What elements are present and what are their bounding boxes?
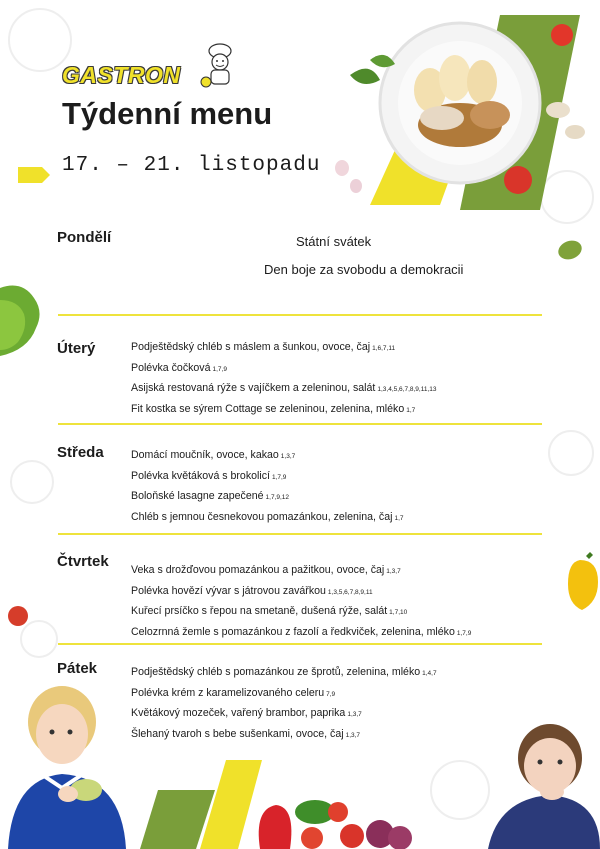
section-divider [58,643,542,645]
brand-logo-text: GASTRON [62,62,181,88]
page-title: Týdenní menu [62,96,273,131]
basil-leaf [370,55,395,67]
section-divider [58,423,542,425]
menu-item [131,684,437,705]
meat [420,106,464,130]
yellow-pepper-icon [566,552,600,612]
tomato-icon [6,604,30,628]
menu-item-text: Domácí moučník, ovoce, kakao [131,449,279,461]
child-photo-right [478,720,600,849]
menu-item-text: Podještědský chléb s pomazánkou ze šprotů, zelenina, mléko [131,666,421,678]
allergen-codes: 1,7,9 [212,365,227,373]
mushroom [546,102,570,118]
garlic [335,160,349,176]
garlic [350,179,362,193]
dumpling [439,55,471,101]
menu-item [131,704,437,725]
menu-item [131,663,437,684]
footer-decoration [120,760,420,849]
allergen-codes: 1,3,4,5,6,7,8,9,11,13 [377,386,437,393]
menu-list-thursday [131,561,471,643]
header-decoration [330,0,600,210]
menu-item-text: Polévka hovězí vývar s játrovou zavářkou [131,584,326,597]
allergen-codes: 1,7,9 [271,473,287,481]
background-doodle [548,430,594,476]
allergen-codes: 1,7 [406,406,416,414]
tomato [328,802,348,822]
tomato [340,824,364,848]
lettuce-icon [0,280,42,358]
menu-item-text: Asijská restovaná rýže s vajíčkem a zeleninou, salát [131,382,376,394]
mushroom [565,125,585,139]
allergen-codes: 1,7,9 [456,629,472,637]
background-doodle [10,460,54,504]
date-range: 17. – 21. listopadu [62,154,321,177]
menu-item-text: Podještědský chléb s máslem a šunkou, ovoce, čaj [131,341,371,353]
day-heading-monday: Pondělí [57,229,112,246]
allergen-codes: 1,3,7 [345,731,361,739]
holiday-title: Státní svátek [296,234,372,249]
section-divider [58,533,542,535]
menu-list-wednesday [131,446,404,528]
tomato [301,827,323,849]
menu-item-text: Celozrnná žemle s pomazánkou z fazolí a ředkviček, zelenina, mléko [131,625,455,638]
menu-item-text: Kuřecí prsíčko s řepou na smetaně, dušená rýže, salát [131,605,388,617]
menu-item-text: Fit kostka se sýrem Cottage se zeleninou, zelenina, mléko [131,402,405,415]
menu-item-text: Polévka květáková s brokolicí [131,469,270,482]
menu-item-text: Šlehaný tvaroh s bebe sušenkami, ovoce, čaj [131,727,344,740]
menu-list-tuesday [131,338,437,420]
basil-leaf [350,69,380,84]
dumpling [467,60,497,104]
menu-list-friday [131,663,437,745]
holiday-subtitle: Den boje za svobodu a demokracii [264,262,464,277]
date-arrow-marker [18,165,50,185]
menu-item [131,508,404,529]
allergen-codes: 1,3,7 [280,453,296,460]
menu-item [131,359,437,380]
menu-item-text: Polévka čočková [131,361,211,374]
menu-item [131,623,471,644]
menu-item [131,446,404,467]
menu-item-text: Polévka krém z karamelizovaného celeru [131,686,325,699]
tomato [504,166,532,194]
menu-item [131,487,404,508]
chef-mascot-icon [198,42,242,90]
allergen-codes: 1,7 [394,514,404,522]
day-heading-tuesday: Úterý [57,340,96,357]
menu-item [131,467,404,488]
menu-item-text: Květákový mozeček, vařený brambor, paprika [131,707,346,719]
menu-item [131,725,437,746]
tomato [551,24,573,46]
child-photo-left [4,684,134,849]
red-pepper [259,805,292,849]
cabbage [470,101,510,129]
menu-item [131,379,437,400]
allergen-codes: 1,4,7 [422,670,437,677]
menu-item [131,561,471,582]
menu-item [131,602,471,623]
menu-item [131,400,437,421]
allergen-codes: 1,3,7 [386,568,401,575]
menu-item-text: Veka s drožďovou pomazánkou a pažitkou, ovoce, čaj [131,564,385,576]
allergen-codes: 1,7,9,12 [265,494,290,501]
red-onion [388,826,412,849]
day-heading-friday: Pátek [57,660,98,677]
olive-icon [556,238,584,262]
menu-item [131,338,437,359]
allergen-codes: 1,3,7 [347,711,362,718]
menu-item-text: Boloňské lasagne zapečené [131,490,264,502]
section-divider [58,314,542,316]
allergen-codes: 1,7,10 [389,609,408,616]
day-heading-thursday: Čtvrtek [57,553,109,570]
day-heading-wednesday: Středa [57,444,104,461]
allergen-codes: 1,3,5,6,7,8,9,11 [327,588,373,596]
allergen-codes: 1,6,7,11 [372,345,396,352]
menu-item [131,582,471,603]
allergen-codes: 7,9 [326,690,336,698]
menu-item-text: Chléb s jemnou česnekovou pomazánkou, zelenina, čaj [131,510,393,523]
